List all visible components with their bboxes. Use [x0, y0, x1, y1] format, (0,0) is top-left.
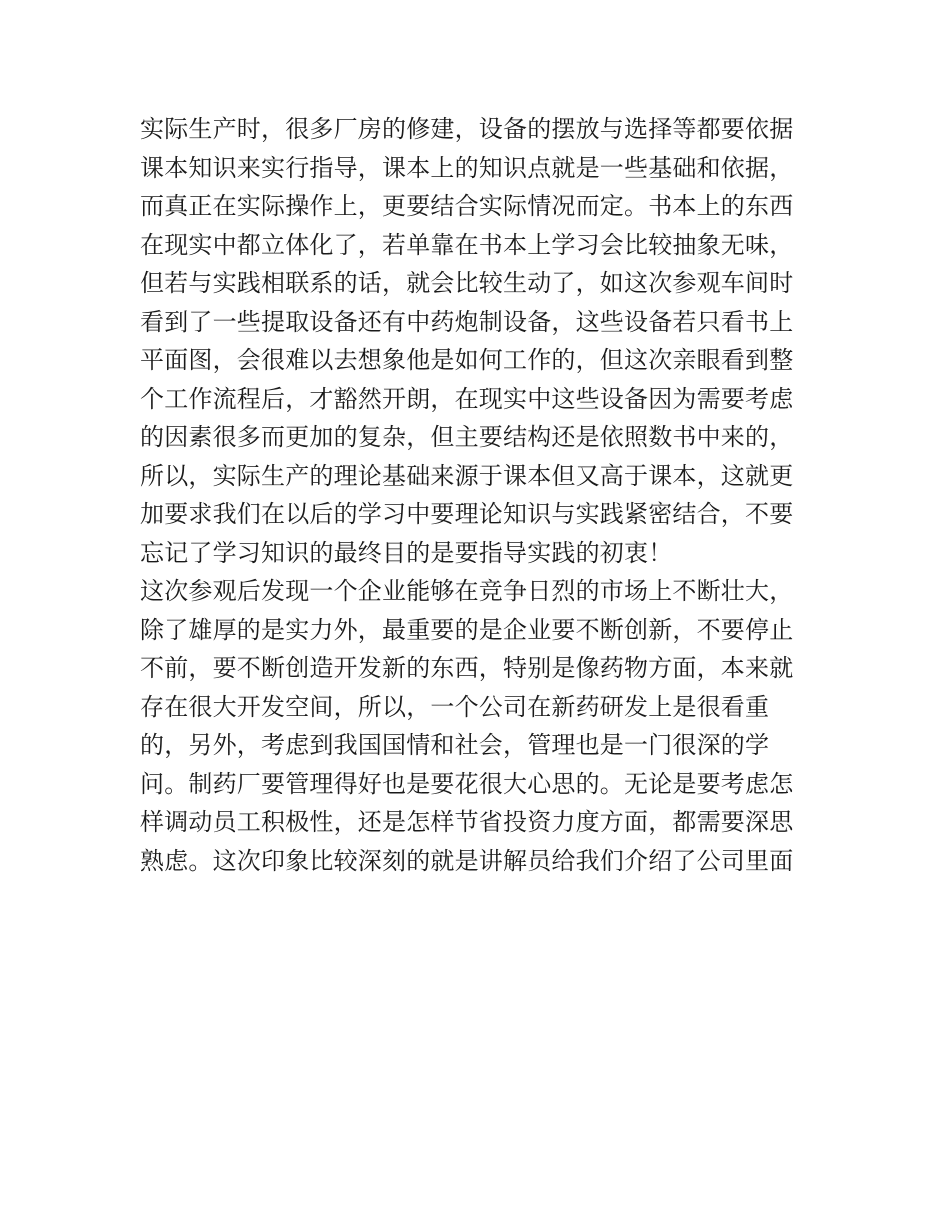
- text-line: 这次参观后发现一个企业能够在竞争日烈的市场上不断壮大，: [140, 577, 794, 605]
- text-line: 样调动员工积极性，还是怎样节省投资力度方面，都需要深思: [140, 808, 794, 836]
- text-line: 看到了一些提取设备还有中药炮制设备，这些设备若只看书上: [140, 307, 794, 336]
- text-line: 除了雄厚的是实力外，最重要的是企业要不断创新，不要停止: [140, 615, 794, 644]
- text-line: 加要求我们在以后的学习中要理论知识与实践紧密结合，不要: [140, 500, 794, 528]
- text-line: 在现实中都立体化了，若单靠在书本上学习会比较抽象无味，: [140, 230, 794, 259]
- text-line: 存在很大开发空间，所以，一个公司在新药研发上是很看重: [140, 692, 770, 721]
- text-line: 的，另外，考虑到我国国情和社会，管理也是一门很深的学: [140, 731, 770, 759]
- text-line: 课本知识来实行指导，课本上的知识点就是一些基础和依据，: [140, 153, 794, 182]
- text-line: 问。制药厂要管理得好也是要花很大心思的。无论是要考虑怎: [140, 769, 794, 798]
- text-line: 熟虑。这次印象比较深刻的就是讲解员给我们介绍了公司里面: [140, 846, 794, 875]
- text-line: 而真正在实际操作上，更要结合实际情况而定。书本上的东西: [140, 192, 794, 220]
- text-line: 忘记了学习知识的最终目的是要指导实践的初衷！: [140, 538, 673, 567]
- text-line: 个工作流程后，才豁然开朗，在现实中这些设备因为需要考虑: [140, 384, 794, 413]
- text-line: 不前，要不断创造开发新的东西，特别是像药物方面，本来就: [140, 654, 794, 682]
- text-line: 平面图，会很难以去想象他是如何工作的，但这次亲眼看到整: [140, 346, 794, 374]
- text-line: 实际生产时，很多厂房的修建，设备的摆放与选择等都要依据: [140, 115, 794, 143]
- text-line: 所以，实际生产的理论基础来源于课本但又高于课本，这就更: [140, 461, 794, 490]
- text-line: 但若与实践相联系的话，就会比较生动了，如这次参观车间时: [140, 269, 794, 297]
- text-line: 的因素很多而更加的复杂，但主要结构还是依照数书中来的，: [140, 423, 794, 451]
- body-text: [140, 110, 840, 880]
